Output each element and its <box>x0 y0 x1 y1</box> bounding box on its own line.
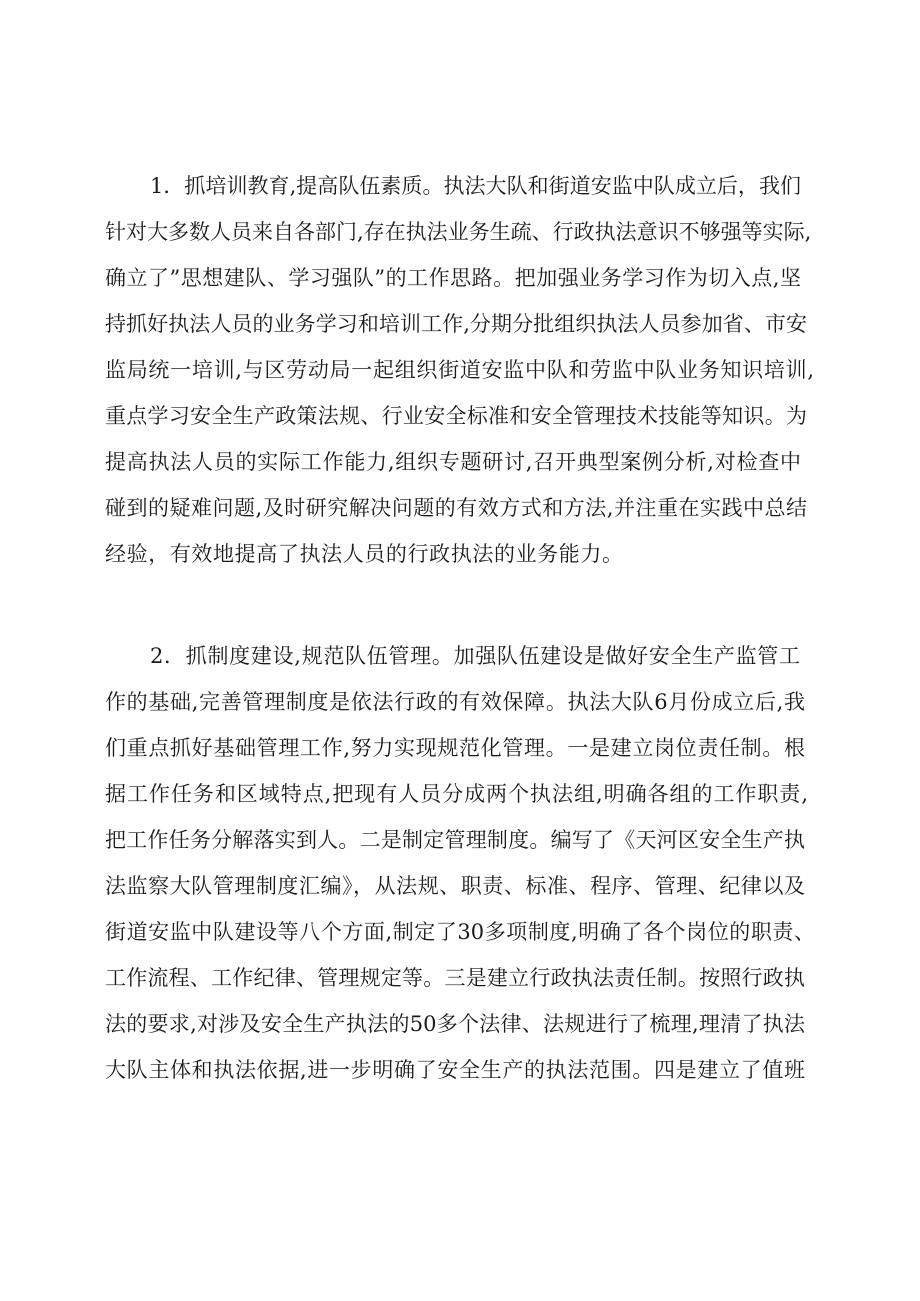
paragraph-line <box>0 442 920 482</box>
paragraph-line <box>0 534 920 574</box>
paragraph-line <box>0 396 920 436</box>
paragraph-line <box>0 258 920 298</box>
paragraph-line-text: 监局统一培训,与区劳动局一起组织街道安监中队和劳监中队业务知识培训, <box>105 358 814 382</box>
paragraph-line <box>0 774 920 814</box>
paragraph-line-text: 持抓好执法人员的业务学习和培训工作,分期分批组织执法人员参加省、市安 <box>105 312 807 336</box>
paragraph-line-text: 重点学习安全生产政策法规、行业安全标准和安全管理技术技能等知识。为 <box>105 404 807 428</box>
paragraph-line <box>0 912 920 952</box>
paragraph-line-text: 碰到的疑难问题,及时研究解决问题的有效方式和方法,并注重在实践中总结 <box>105 496 807 520</box>
paragraph-line <box>0 350 920 390</box>
paragraph-line <box>0 212 920 252</box>
paragraph-line-text: 街道安监中队建设等八个方面,制定了30多项制度,明确了各个岗位的职责、 <box>105 920 815 944</box>
paragraph-line-text: 工作流程、工作纪律、管理规定等。三是建立行政执法责任制。按照行政执 <box>105 966 805 990</box>
paragraph-line-text: 提高执法人员的实际工作能力,组织专题研讨,召开典型案例分析,对检查中 <box>105 450 801 474</box>
paragraph-line-text: 确立了”思想建队、学习强队”的工作思路。把加强业务学习作为切入点,坚 <box>105 266 801 290</box>
paragraph-line-text: 大队主体和执法依据,进一步明确了安全生产的执法范围。四是建立了值班 <box>105 1058 805 1082</box>
paragraph-line-text: 们重点抓好基础管理工作,努力实现规范化管理。一是建立岗位责任制。根 <box>105 736 805 760</box>
paragraph-line-text: 法的要求,对涉及安全生产执法的50多个法律、法规进行了梳理,理清了执法 <box>105 1012 805 1036</box>
paragraph-line <box>0 682 920 722</box>
paragraph-line <box>0 866 920 906</box>
paragraph-line-text: 2．抓制度建设,规范队伍管理。加强队伍建设是做好安全生产监管工 <box>150 644 800 668</box>
paragraph-line-text: 法监察大队管理制度汇编》，从法规、职责、标准、程序、管理、纪律以及 <box>105 874 805 898</box>
paragraph-line <box>0 958 920 998</box>
paragraph-line <box>0 1050 920 1090</box>
paragraph-line-text: 把工作任务分解落实到人。二是制定管理制度。编写了《天河区安全生产执 <box>105 828 805 852</box>
paragraph-line-text: 作的基础,完善管理制度是依法行政的有效保障。执法大队6月份成立后,我 <box>105 690 805 714</box>
paragraph-line <box>0 1004 920 1044</box>
paragraph-line <box>0 488 920 528</box>
paragraph-line <box>0 820 920 860</box>
paragraph-line <box>0 304 920 344</box>
paragraph-line-text: 据工作任务和区域特点,把现有人员分成两个执法组,明确各组的工作职责, <box>105 782 808 806</box>
paragraph-line <box>0 636 920 676</box>
paragraph-line <box>0 166 920 206</box>
paragraph-line-text: 1．抓培训教育,提高队伍素质。执法大队和街道安监中队成立后，我们 <box>150 174 801 198</box>
paragraph-line <box>0 728 920 768</box>
paragraph-line-text: 经验，有效地提高了执法人员的行政执法的业务能力。 <box>105 542 623 566</box>
paragraph-line-text: 针对大多数人员来自各部门,存在执法业务生疏、行政执法意识不够强等实际, <box>105 220 812 244</box>
